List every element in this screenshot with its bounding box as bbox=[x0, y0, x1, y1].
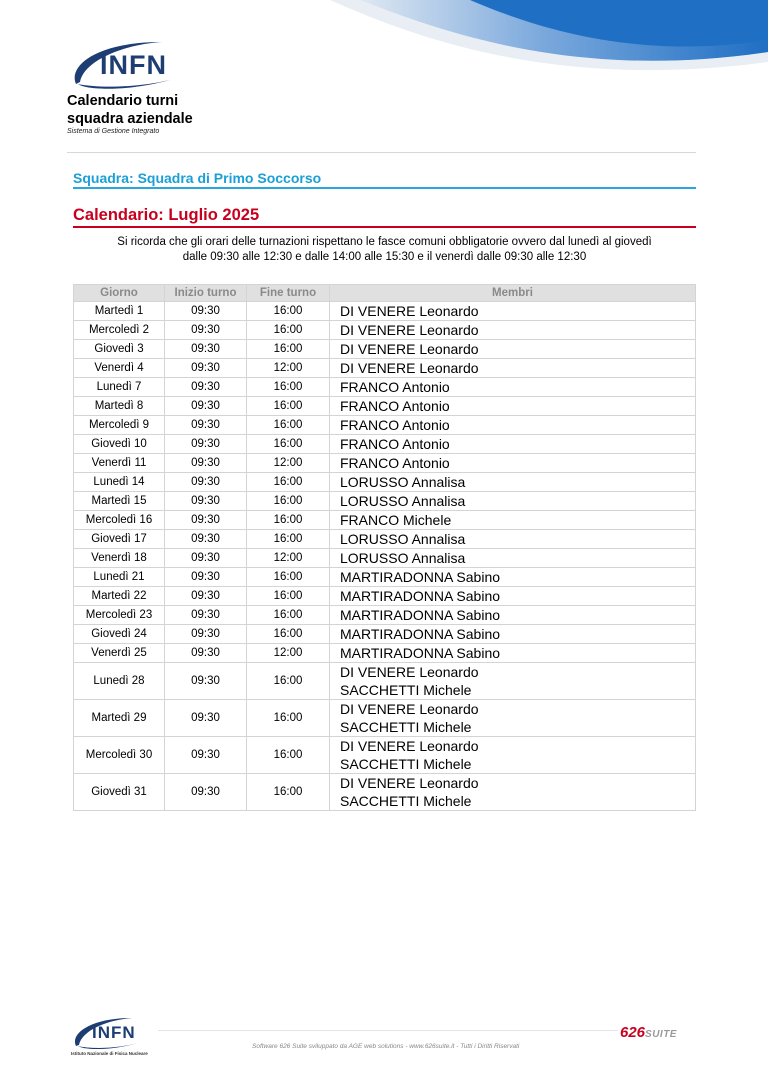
cell-members bbox=[330, 340, 696, 359]
member-name: DI VENERE Leonardo bbox=[340, 322, 479, 338]
schedule-notice bbox=[73, 235, 696, 265]
table-header-row bbox=[74, 285, 696, 302]
infn-logo bbox=[66, 36, 178, 94]
cell-end: 16:00 bbox=[247, 774, 330, 811]
cell-start: 09:30 bbox=[165, 549, 247, 568]
cell-day: Mercoledì 9 bbox=[74, 416, 165, 435]
table-row bbox=[74, 625, 696, 644]
cell-members bbox=[330, 737, 696, 774]
cell-start: 09:30 bbox=[165, 340, 247, 359]
cell-start: 09:30 bbox=[165, 511, 247, 530]
cell-members bbox=[330, 416, 696, 435]
cell-start: 09:30 bbox=[165, 700, 247, 737]
table-row bbox=[74, 549, 696, 568]
cell-start: 09:30 bbox=[165, 774, 247, 811]
cell-end: 12:00 bbox=[247, 644, 330, 663]
cell-day: Giovedì 31 bbox=[74, 774, 165, 811]
cell-end: 16:00 bbox=[247, 587, 330, 606]
cell-day: Martedì 22 bbox=[74, 587, 165, 606]
cell-members bbox=[330, 774, 696, 811]
table-row bbox=[74, 700, 696, 737]
cell-day: Mercoledì 23 bbox=[74, 606, 165, 625]
cell-start: 09:30 bbox=[165, 587, 247, 606]
document-title-line2: squadra aziendale bbox=[67, 111, 193, 127]
cell-end: 16:00 bbox=[247, 340, 330, 359]
table-row bbox=[74, 302, 696, 321]
cell-day: Martedì 15 bbox=[74, 492, 165, 511]
table-row bbox=[74, 568, 696, 587]
member-name: FRANCO Antonio bbox=[340, 398, 450, 414]
cell-end: 12:00 bbox=[247, 549, 330, 568]
table-row bbox=[74, 530, 696, 549]
cell-members bbox=[330, 606, 696, 625]
table-row bbox=[74, 359, 696, 378]
cell-start: 09:30 bbox=[165, 644, 247, 663]
cell-start: 09:30 bbox=[165, 568, 247, 587]
member-name: FRANCO Michele bbox=[340, 512, 452, 528]
cell-day: Lunedì 21 bbox=[74, 568, 165, 587]
member-name: DI VENERE Leonardo bbox=[340, 738, 479, 754]
cell-end: 16:00 bbox=[247, 492, 330, 511]
cell-day: Mercoledì 30 bbox=[74, 737, 165, 774]
cell-start: 09:30 bbox=[165, 435, 247, 454]
brand-number: 626 bbox=[620, 1024, 646, 1041]
cell-end: 16:00 bbox=[247, 435, 330, 454]
cell-end: 16:00 bbox=[247, 700, 330, 737]
cell-end: 16:00 bbox=[247, 606, 330, 625]
cell-day: Venerdì 25 bbox=[74, 644, 165, 663]
626-suite-logo bbox=[620, 1024, 677, 1041]
cell-members bbox=[330, 568, 696, 587]
member-name: DI VENERE Leonardo bbox=[340, 701, 479, 717]
cell-day: Lunedì 28 bbox=[74, 663, 165, 700]
cell-day: Martedì 29 bbox=[74, 700, 165, 737]
table-row bbox=[74, 737, 696, 774]
member-name: DI VENERE Leonardo bbox=[340, 341, 479, 357]
cell-end: 16:00 bbox=[247, 321, 330, 340]
member-name: DI VENERE Leonardo bbox=[340, 664, 479, 680]
squad-title: Squadra: Squadra di Primo Soccorso bbox=[73, 170, 322, 186]
document-title bbox=[67, 92, 193, 128]
cell-day: Venerdì 18 bbox=[74, 549, 165, 568]
cell-start: 09:30 bbox=[165, 416, 247, 435]
cell-end: 12:00 bbox=[247, 359, 330, 378]
cell-day: Venerdì 11 bbox=[74, 454, 165, 473]
cell-day: Giovedì 3 bbox=[74, 340, 165, 359]
cell-day: Mercoledì 2 bbox=[74, 321, 165, 340]
cell-members bbox=[330, 454, 696, 473]
cell-members bbox=[330, 644, 696, 663]
cell-members bbox=[330, 511, 696, 530]
document-title-line1: Calendario turni bbox=[67, 93, 179, 109]
cell-start: 09:30 bbox=[165, 454, 247, 473]
shift-table bbox=[73, 284, 696, 811]
member-name: SACCHETTI Michele bbox=[340, 682, 472, 698]
member-name: SACCHETTI Michele bbox=[340, 719, 472, 735]
table-row bbox=[74, 378, 696, 397]
member-name: MARTIRADONNA Sabino bbox=[340, 626, 501, 642]
cell-members bbox=[330, 663, 696, 700]
cell-start: 09:30 bbox=[165, 530, 247, 549]
cell-end: 16:00 bbox=[247, 378, 330, 397]
column-header-day: Giorno bbox=[74, 285, 165, 302]
cell-day: Mercoledì 16 bbox=[74, 511, 165, 530]
cell-end: 16:00 bbox=[247, 530, 330, 549]
cell-members bbox=[330, 321, 696, 340]
cell-members bbox=[330, 549, 696, 568]
cell-day: Martedì 1 bbox=[74, 302, 165, 321]
notice-line-1: Si ricorda che gli orari delle turnazioni rispettano le fasce comuni obbligatorie ovvero dal lunedì al giovedì bbox=[117, 236, 652, 248]
member-name: SACCHETTI Michele bbox=[340, 756, 472, 772]
table-row bbox=[74, 435, 696, 454]
cell-end: 12:00 bbox=[247, 454, 330, 473]
member-name: DI VENERE Leonardo bbox=[340, 360, 479, 376]
cell-members bbox=[330, 435, 696, 454]
table-row bbox=[74, 416, 696, 435]
table-row bbox=[74, 644, 696, 663]
cell-day: Martedì 8 bbox=[74, 397, 165, 416]
member-name: DI VENERE Leonardo bbox=[340, 303, 479, 319]
member-name: LORUSSO Annalisa bbox=[340, 531, 466, 547]
cell-day: Venerdì 4 bbox=[74, 359, 165, 378]
calendar-title: Calendario: Luglio 2025 bbox=[73, 206, 260, 224]
cell-end: 16:00 bbox=[247, 663, 330, 700]
footer-credits: Software 626 Suite sviluppato da AGE web solutions - www.626suite.it - Tutti i Diritti Riservati bbox=[252, 1043, 520, 1050]
cell-start: 09:30 bbox=[165, 492, 247, 511]
member-name: LORUSSO Annalisa bbox=[340, 550, 466, 566]
cell-start: 09:30 bbox=[165, 737, 247, 774]
member-name: MARTIRADONNA Sabino bbox=[340, 607, 501, 623]
table-row bbox=[74, 340, 696, 359]
cell-end: 16:00 bbox=[247, 473, 330, 492]
cell-day: Giovedì 17 bbox=[74, 530, 165, 549]
cell-day: Lunedì 14 bbox=[74, 473, 165, 492]
cell-end: 16:00 bbox=[247, 302, 330, 321]
table-body bbox=[74, 302, 696, 811]
cell-start: 09:30 bbox=[165, 302, 247, 321]
cell-start: 09:30 bbox=[165, 378, 247, 397]
table-row bbox=[74, 321, 696, 340]
notice-line-2: dalle 09:30 alle 12:30 e dalle 14:00 alle 15:30 e il venerdì dalle 09:30 alle 12:30 bbox=[182, 251, 587, 263]
brand-word: SUITE bbox=[645, 1029, 677, 1040]
member-name: FRANCO Antonio bbox=[340, 379, 450, 395]
member-name: LORUSSO Annalisa bbox=[340, 474, 466, 490]
member-name: MARTIRADONNA Sabino bbox=[340, 588, 501, 604]
column-header-members: Membri bbox=[330, 285, 696, 302]
table-row bbox=[74, 397, 696, 416]
member-name: MARTIRADONNA Sabino bbox=[340, 569, 501, 585]
table-row bbox=[74, 663, 696, 700]
column-header-end: Fine turno bbox=[247, 285, 330, 302]
header-divider bbox=[67, 152, 696, 153]
cell-start: 09:30 bbox=[165, 321, 247, 340]
cell-end: 16:00 bbox=[247, 416, 330, 435]
member-name: LORUSSO Annalisa bbox=[340, 493, 466, 509]
member-name: SACCHETTI Michele bbox=[340, 793, 472, 809]
footer-org-name: Istituto Nazionale di Fisica Nucleare bbox=[71, 1051, 148, 1056]
column-header-start: Inizio turno bbox=[165, 285, 247, 302]
member-name: DI VENERE Leonardo bbox=[340, 775, 479, 791]
table-row bbox=[74, 587, 696, 606]
cell-start: 09:30 bbox=[165, 397, 247, 416]
table-row bbox=[74, 492, 696, 511]
cell-members bbox=[330, 359, 696, 378]
table-row bbox=[74, 454, 696, 473]
cell-start: 09:30 bbox=[165, 663, 247, 700]
cell-end: 16:00 bbox=[247, 511, 330, 530]
cell-members bbox=[330, 397, 696, 416]
member-name: MARTIRADONNA Sabino bbox=[340, 645, 501, 661]
member-name: FRANCO Antonio bbox=[340, 417, 450, 433]
footer-logo-text: INFN bbox=[92, 1023, 136, 1042]
cell-start: 09:30 bbox=[165, 625, 247, 644]
cell-members bbox=[330, 473, 696, 492]
cell-start: 09:30 bbox=[165, 606, 247, 625]
cell-members bbox=[330, 378, 696, 397]
cell-start: 09:30 bbox=[165, 473, 247, 492]
document-subtitle: Sistema di Gestione Integrato bbox=[67, 128, 160, 135]
cell-members bbox=[330, 302, 696, 321]
calendar-underline bbox=[73, 226, 696, 228]
cell-end: 16:00 bbox=[247, 568, 330, 587]
cell-members bbox=[330, 700, 696, 737]
member-name: FRANCO Antonio bbox=[340, 436, 450, 452]
table-row bbox=[74, 774, 696, 811]
cell-end: 16:00 bbox=[247, 397, 330, 416]
cell-end: 16:00 bbox=[247, 737, 330, 774]
cell-day: Lunedì 7 bbox=[74, 378, 165, 397]
cell-members bbox=[330, 625, 696, 644]
cell-start: 09:30 bbox=[165, 359, 247, 378]
squad-underline bbox=[73, 187, 696, 189]
cell-end: 16:00 bbox=[247, 625, 330, 644]
cell-members bbox=[330, 492, 696, 511]
table-row bbox=[74, 606, 696, 625]
cell-day: Giovedì 10 bbox=[74, 435, 165, 454]
footer-divider bbox=[158, 1030, 618, 1031]
table-row bbox=[74, 511, 696, 530]
cell-day: Giovedì 24 bbox=[74, 625, 165, 644]
member-name: FRANCO Antonio bbox=[340, 455, 450, 471]
cell-members bbox=[330, 530, 696, 549]
infn-logo-text: INFN bbox=[100, 50, 167, 80]
cell-members bbox=[330, 587, 696, 606]
table-row bbox=[74, 473, 696, 492]
